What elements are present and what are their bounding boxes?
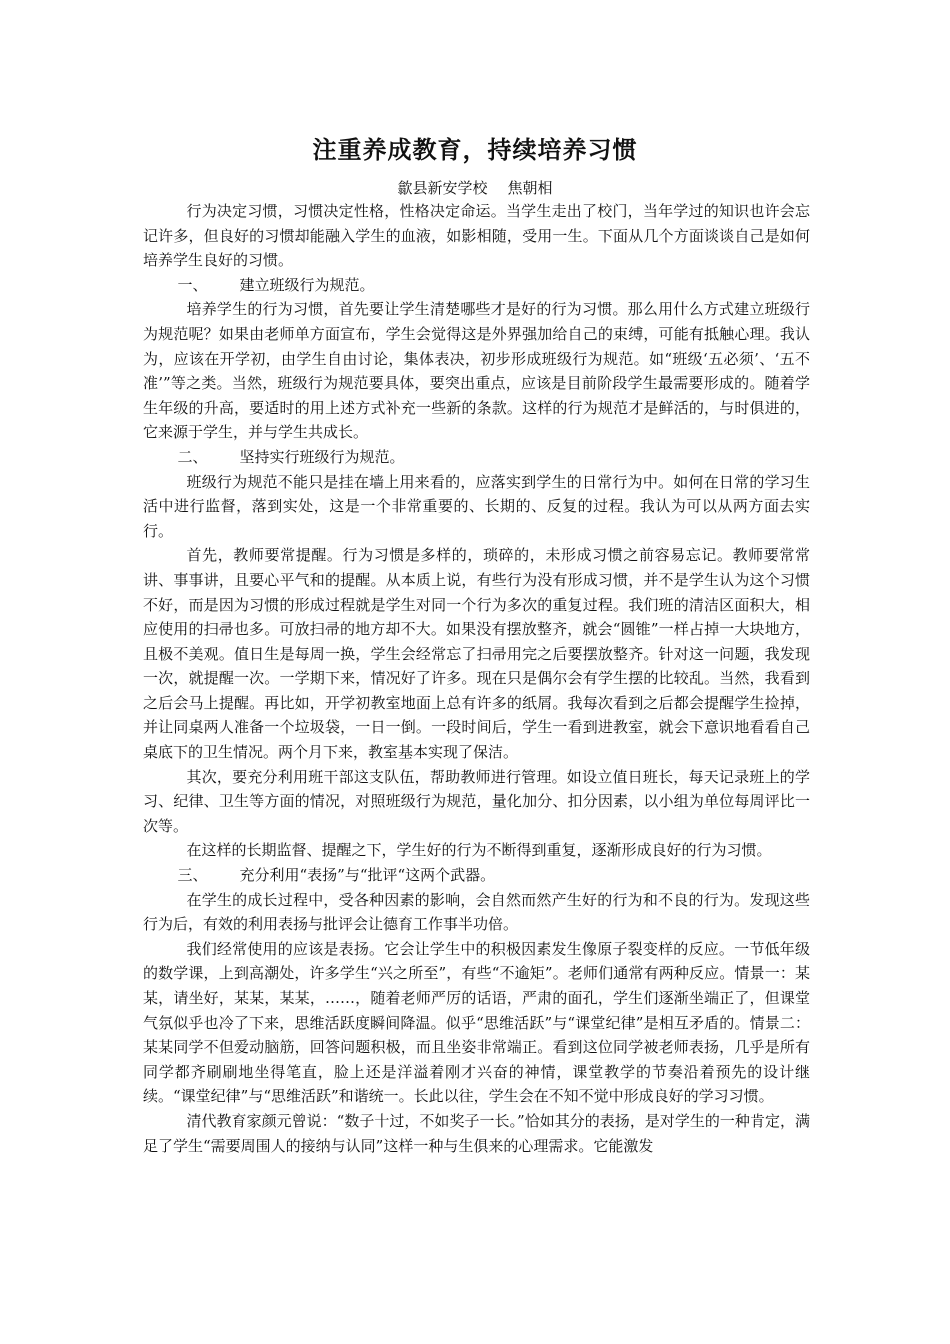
body-paragraph: 班级行为规范不能只是挂在墙上用来看的，应落实到学生的日常行为中。如何在日常的学习生活中进行监督，落到实处，这是一个非常重要的、长期的、反复的过程。我认为可以从两方面去实行。 <box>143 472 810 540</box>
author-line <box>0 177 950 199</box>
section-heading <box>143 863 810 888</box>
body-paragraph: 培养学生的行为习惯，首先要让学生清楚哪些才是好的行为习惯。那么用什么方式建立班级行为规范呢？如果由老师单方面宣布，学生会觉得这是外界强加给自己的束缚，可能有抵触心理。我认为，应该在开学初，由学生自由讨论，集体表决，初步形成班级行为规范。如“班级‘五必须’、‘五不准’”等之类。当然，班级行为规范要具体，要突出重点，应该是目前阶段学生最需要形成的。随着学生年级的升高，要适时的用上述方式补充一些新的条款。这样的行为规范才是鲜活的，与时俱进的，它来源于学生，并与学生共成长。 <box>143 300 810 442</box>
body-paragraph: 我们经常使用的应该是表扬。它会让学生中的积极因素发生像原子裂变样的反应。一节低年级的数学课，上到高潮处，许多学生“兴之所至”，有些“不逾矩”。老师们通常有两种反应。情景一：某某，请坐好，某某，某某，……，随着老师严厉的话语，严肃的面孔，学生们逐渐坐端正了，但课堂气氛似乎也冷了下来，思维活跃度瞬间降温。似乎“思维活跃”与“课堂纪律”是相互矛盾的。情景二：某某同学不但爱动脑筋，回答问题积极，而且坐姿非常端正。看到这位同学被老师表扬，几乎是所有同学都齐刷刷地坐得笔直，脸上还是洋溢着刚才兴奋的神情，课堂教学的节奏沿着预先的设计继续。“课堂纪律”与“思维活跃”和谐统一。长此以往，学生会在不知不觉中形成良好的学习习惯。 <box>143 939 810 1106</box>
body-paragraph: 在这样的长期监督、提醒之下，学生好的行为不断得到重复，逐渐形成良好的行为习惯。 <box>186 841 772 860</box>
section-heading <box>143 445 810 470</box>
section-heading <box>143 273 810 298</box>
section-number: 三、 <box>177 866 208 885</box>
body-paragraph: 行为决定习惯，习惯决定性格，性格决定命运。当学生走出了校门，当年学过的知识也许会忘记许多，但良好的习惯却能融入学生的血液，如影相随，受用一生。下面从几个方面谈谈自己是如何培养学生良好的习惯。 <box>143 202 810 270</box>
body-paragraph: 其次，要充分利用班干部这支队伍，帮助教师进行管理。如设立值日班长，每天记录班上的学习、纪律、卫生等方面的情况，对照班级行为规范，量化加分、扣分因素，以小组为单位每周评比一次等。 <box>143 767 810 835</box>
section-number: 一、 <box>177 275 208 294</box>
author-name: 焦朝相 <box>507 179 553 197</box>
section-heading-text: 坚持实行班级行为规范。 <box>239 447 405 466</box>
author-school: 歙县新安学校 <box>397 179 488 197</box>
section-heading-text: 充分利用“表扬”与“批评“这两个武器。 <box>239 866 496 885</box>
document-body <box>143 199 810 1158</box>
body-paragraph: 首先，教师要常提醒。行为习惯是多样的，琐碎的，未形成习惯之前容易忘记。教师要常常讲、事事讲，且要心平气和的提醒。从本质上说，有些行为没有形成习惯，并不是学生认为这个习惯不好，而是因为习惯的形成过程就是学生对同一个行为多次的重复过程。我们班的清洁区面积大，相应使用的扫帚也多。可放扫帚的地方却不大。如果没有摆放整齐，就会“圆锥”一样占掉一大块地方，且极不美观。值日生是每周一换，学生会经常忘了扫帚用完之后要摆放整齐。针对这一问题，我发现一次，就提醒一次。一学期下来，情况好了许多。现在只是偶尔会有学生摆的比较乱。当然，我看到之后会马上提醒。再比如，开学初教室地面上总有许多的纸屑。我每次看到之后都会提醒学生捡掉，并让同桌两人准备一个垃圾袋，一日一倒。一段时间后，学生一看到进教室，就会下意识地看看自己桌底下的卫生情况。两个月下来，教室基本实现了保洁。 <box>143 546 810 762</box>
document-title: 注重养成教育，持续培养习惯 <box>312 136 638 164</box>
section-number: 二、 <box>177 447 208 466</box>
section-heading-text: 建立班级行为规范。 <box>239 275 375 294</box>
body-paragraph: 清代教育家颜元曾说：“数子十过，不如奖子一长。”恰如其分的表扬，是对学生的一种肯定，满足了学生“需要周围人的接纳与认同”这样一种与生俱来的心理需求。它能激发 <box>143 1111 810 1155</box>
body-paragraph: 在学生的成长过程中，受各种因素的影响，会自然而然产生好的行为和不良的行为。发现这些行为后，有效的利用表扬与批评会让德育工作事半功倍。 <box>143 890 810 934</box>
